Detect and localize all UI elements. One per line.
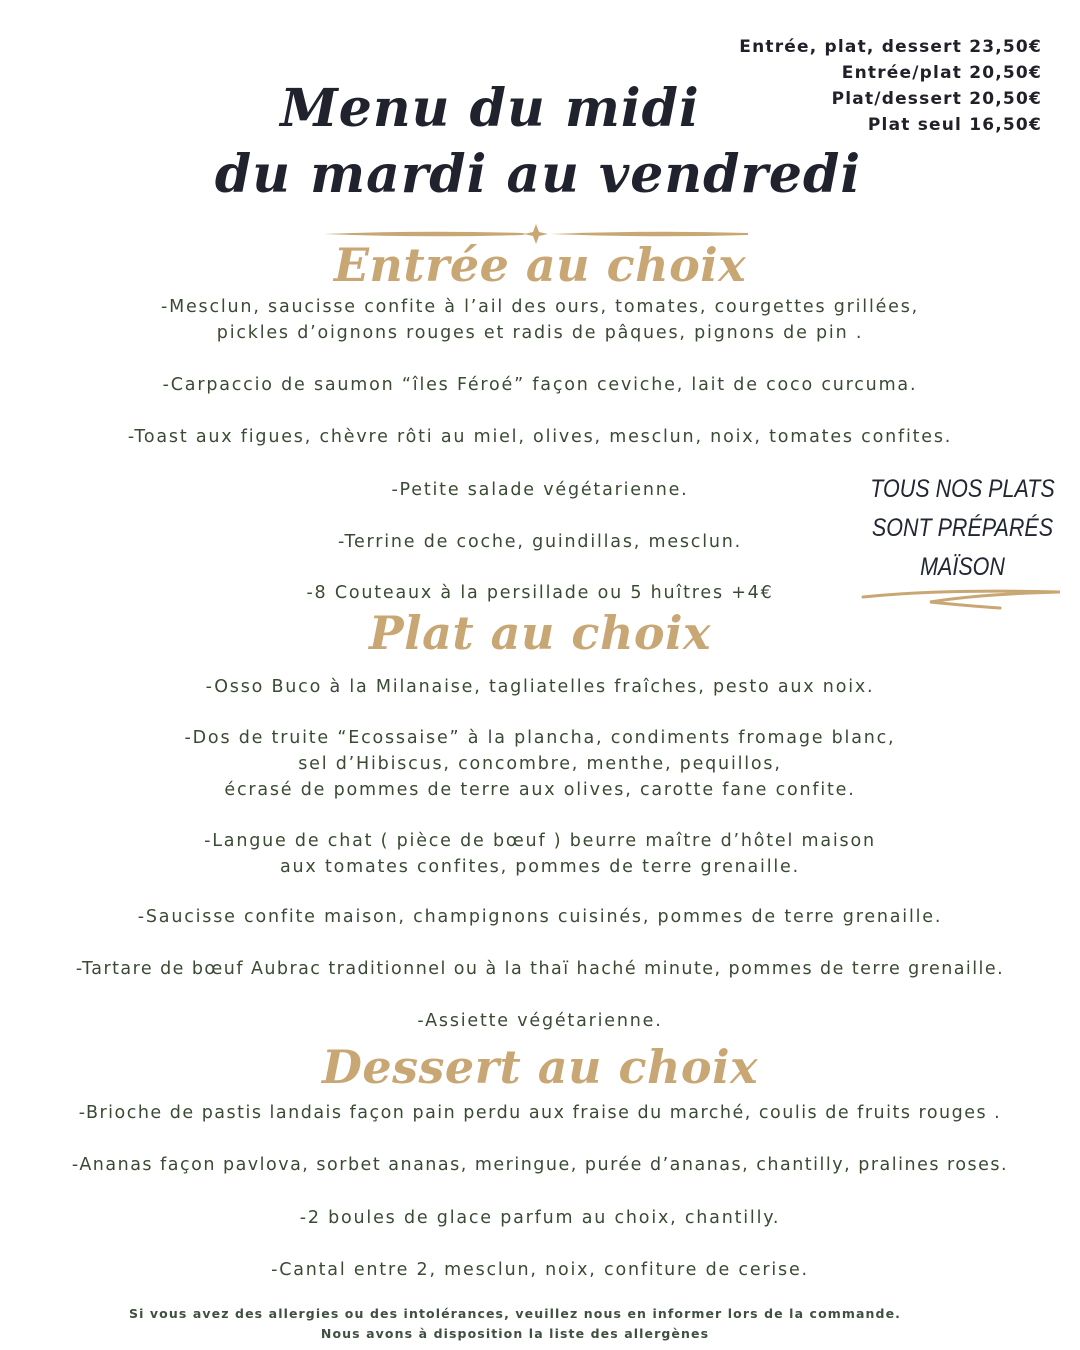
menu-item: écrasé de pommes de terre aux olives, carotte fane confite. [224, 780, 856, 800]
menu-item: -Assiette végétarienne. [417, 1011, 663, 1031]
menu-item: -Saucisse confite maison, champignons cuisinés, pommes de terre grenaille. [137, 907, 943, 927]
menu-item: -Terrine de coche, guindillas, mesclun. [337, 532, 743, 552]
menu-item: -8 Couteaux à la persillade ou 5 huîtres +4€ [306, 583, 774, 603]
note-line: TOUS NOS PLATS [870, 475, 1055, 503]
section-heading-plats: Plat au choix [369, 606, 711, 660]
menu-item: pickles d’oignons rouges et radis de pâques, pignons de pin . [216, 323, 864, 343]
menu-item: -Dos de truite “Ecossaise” à la plancha, condiments fromage blanc, [184, 728, 896, 748]
menu-item: aux tomates confites, pommes de terre grenaille. [280, 857, 800, 877]
menu-item: -Ananas façon pavlova, sorbet ananas, meringue, purée d’ananas, chantilly, pralines roses. [71, 1155, 1009, 1175]
menu-item: -Petite salade végétarienne. [391, 480, 689, 500]
note-line: MAÏSON [920, 553, 1005, 581]
menu-item: -Osso Buco à la Milanaise, tagliatelles fraîches, pesto aux noix. [205, 677, 875, 697]
menu-item: -Cantal entre 2, mesclun, noix, confiture de cerise. [271, 1260, 809, 1280]
price-line: Entrée/plat 20,50€ [841, 63, 1042, 83]
allergy-notice: Si vous avez des allergies ou des intolérances, veuillez nous en informer lors de la commande. [128, 1306, 902, 1321]
menu-item: -Brioche de pastis landais façon pain perdu aux fraise du marché, coulis de fruits rouges . [78, 1103, 1002, 1123]
section-heading-desserts: Dessert au choix [321, 1040, 758, 1094]
menu-item: -Tartare de bœuf Aubrac traditionnel ou à la thaï haché minute, pommes de terre grenaille. [75, 959, 1005, 979]
menu-item: -Toast aux figues, chèvre rôti au miel, olives, mesclun, noix, tomates confites. [127, 427, 953, 447]
menu-item: -2 boules de glace parfum au choix, chantilly. [299, 1208, 781, 1228]
section-heading-entrees: Entrée au choix [333, 238, 747, 292]
menu-subtitle: du mardi au vendredi [214, 144, 862, 205]
menu-title: Menu du midi [280, 78, 700, 139]
menu-item: -Langue de chat ( pièce de bœuf ) beurre maître d’hôtel maison [204, 831, 876, 851]
note-line: SONT PRÉPARÉS [871, 514, 1054, 542]
price-line: Entrée, plat, dessert 23,50€ [739, 37, 1042, 57]
allergen-list-notice: Nous avons à disposition la liste des allergènes [320, 1326, 710, 1341]
price-line: Plat seul 16,50€ [867, 115, 1042, 135]
menu-item: -Carpaccio de saumon “îles Féroé” façon ceviche, lait de coco curcuma. [162, 375, 918, 395]
price-line: Plat/dessert 20,50€ [831, 89, 1042, 109]
homemade-note [866, 470, 1060, 587]
menu-item: sel d’Hibiscus, concombre, menthe, pequillos, [298, 754, 782, 774]
menu-item: -Mesclun, saucisse confite à l’ail des ours, tomates, courgettes grillées, [160, 297, 920, 317]
